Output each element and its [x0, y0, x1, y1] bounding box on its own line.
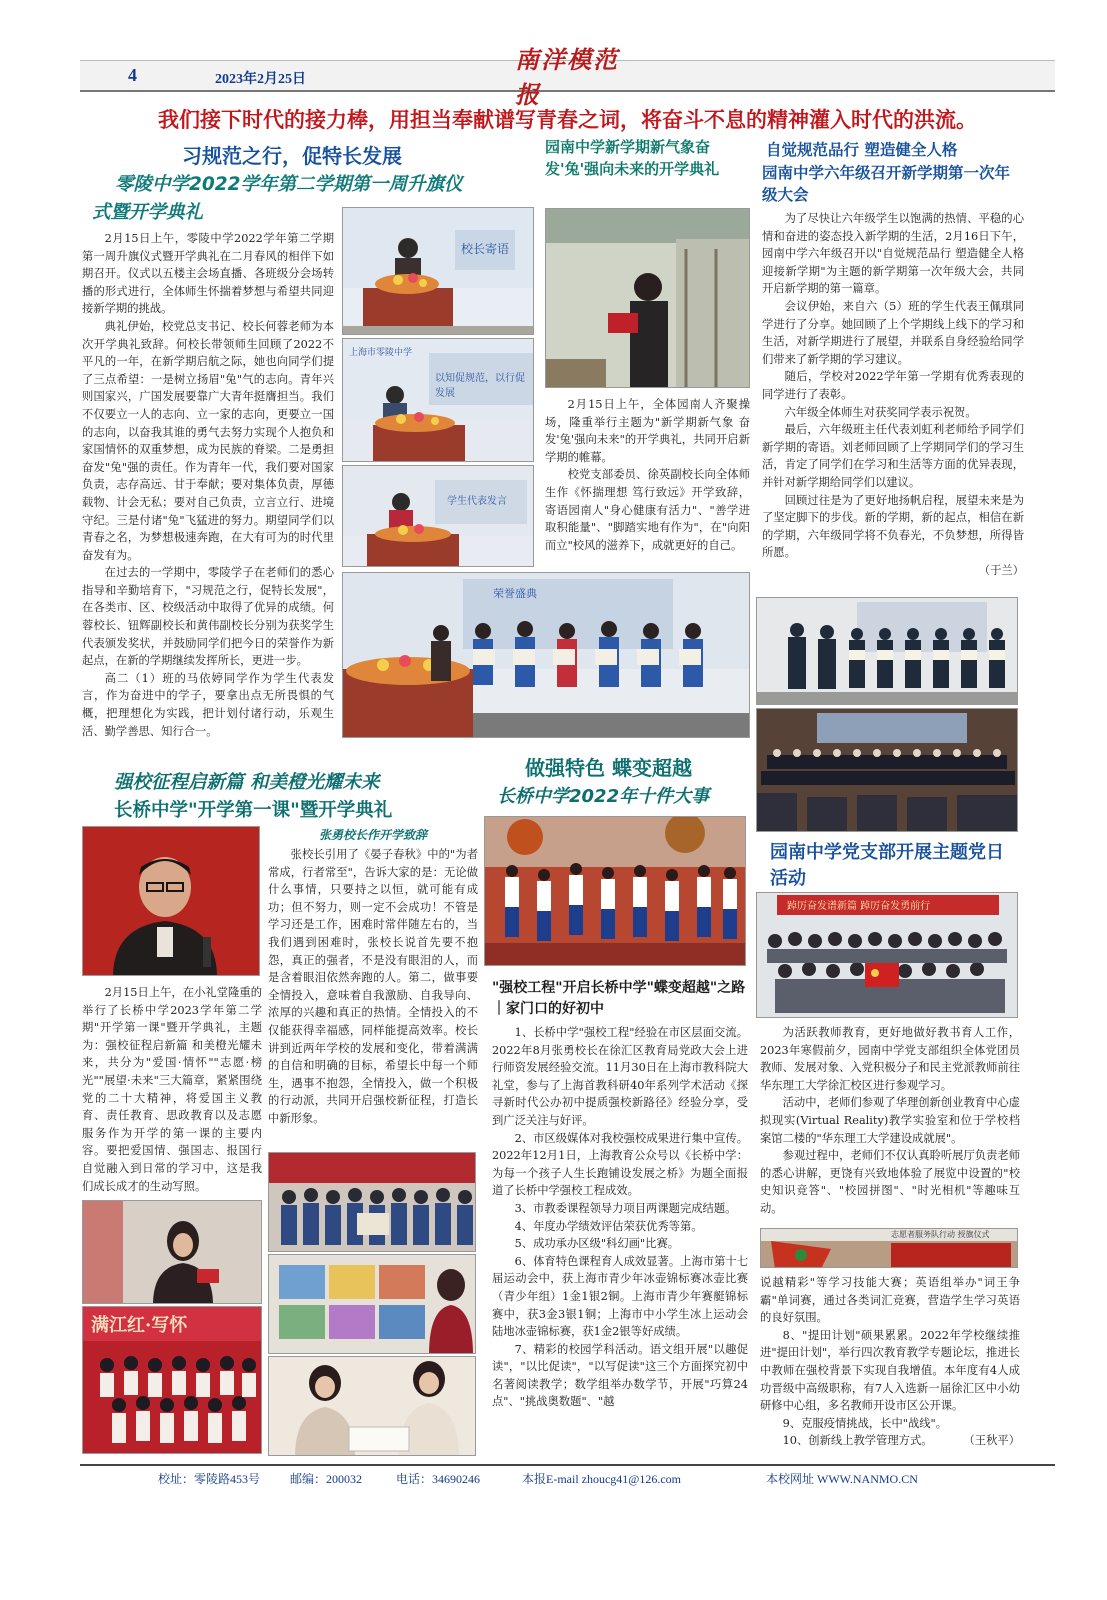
article3-body — [762, 210, 1024, 579]
newspaper-logo: 南洋模范报 — [515, 45, 619, 109]
footer-website[interactable]: 本校网址 WWW.NANMO.CN — [766, 1472, 918, 1486]
vice-principal-speech-image — [546, 209, 750, 388]
article2-title: 园南中学新学期新气象奋发'兔'强向未来的开学典礼 — [545, 138, 720, 178]
article5-item-continued: 说越精彩"等学习技能大赛；英语组举办"词王争霸"单词赛，通过各类词汇竞赛，营造学生学习英语的良好氛围。 — [760, 1276, 1020, 1325]
article5-item: 1、长桥中学"强校工程"经验在市区层面交流。2022年8月张勇校长在徐汇区教育局党政大会上进行师资发展经验交流。11月30日在上海市教科院大礼堂，参与了上海首教科研40年系列学术活动《探寻新时代公办初中提质强校新路径》经验分享，受到广泛关注与好评。 — [492, 1026, 748, 1127]
article1-photo-stage — [342, 338, 534, 462]
article1-para: 高二（1）班的马依婷同学作为学生代表发言，作为奋进中的学子，要拿出点无所畏惧的气概，把理想化为实践，把计划付诸行动，乐观生活、勤学善思、知行合一。 — [82, 671, 334, 738]
article3-kicker: 自觉规范品行 塑造健全人格 — [766, 141, 958, 159]
article3-para: 六年级全体师生对获奖同学表示祝贺。 — [784, 405, 977, 419]
principal-speech-image — [343, 208, 534, 335]
photo-banner: 志愿者服务队行动 授旗仪式 — [891, 1230, 990, 1239]
sixth-grade-award-image — [757, 598, 1018, 705]
article4-title-line2: 长桥中学"开学第一课"暨开学典礼 — [114, 800, 393, 821]
article5-author: （王秋平） — [963, 1434, 1020, 1448]
article3-title: 园南中学六年级召开新学期第一次年级大会 — [762, 164, 1011, 204]
article5-item: 8、"提田计划"硕果累累。2022年学校继续推进"提田计划"，举行四次教育教学专题论坛，推进长中教师在强校背景下实现自我增值。本年度有4人成功晋级中高级职称，有7人入选新一届徐汇区中小幼研修中心组，多名教师开设市区公开课。 — [760, 1328, 1020, 1413]
page-slogan: 我们接下时代的接力棒，用担当奉献谱写青春之词，将奋斗不息的精神灌入时代的洪流。 — [158, 108, 977, 132]
article3-para: 会议伊始，来自六（5）班的学生代表王佩琪同学进行了分享。她回顾了上个学期线上线下的学习和生活，对新学期进行了展望，并联系自身经验给同学们带来了新学期的学习建议。 — [762, 299, 1024, 366]
article1-title-line2: 式暨开学典礼 — [92, 202, 204, 223]
footer-phone: 电话：34690246 — [396, 1472, 481, 1486]
article6-para: 参观过程中，老师们不仅认真聆听展厅负责老师的悉心讲解，更饶有兴致地体验了展览中设置的"校史知识竞答"、"校园拼图"、"时光相机"等趣味互动。 — [760, 1149, 1020, 1215]
article4-photo-writing — [268, 1356, 476, 1456]
article6-para: 为活跃教师教育，更好地做好教书育人工作，2023年寒假前夕，园南中学党支部组织全体党团员教师、发展对象、入党积极分子和民主党派教师前往华东理工大学徐汇校区进行参观学习。 — [760, 1026, 1020, 1092]
article5-item: 4、年度办学绩效评估荣获优秀等第。 — [514, 1219, 703, 1233]
article4-photo-principal — [82, 826, 260, 976]
article5-item: 7、精彩的校园学科活动。语文组开展"以趣促读"，"以比促读"，"以写促读"这三个方面探究初中名著阅读教学；数学组举办数学节，开展"巧算24点"、"挑战奥数题"、"越 — [492, 1342, 748, 1409]
article2-photo-speech — [545, 208, 750, 388]
article4-photo-art — [268, 1254, 476, 1354]
photo-caption: 校长寄语 — [461, 242, 510, 256]
article2-para: 校党支部委员、徐英副校长向全体师生作《怀揣理想 笃行致远》开学致辞，寄语园南人"身心健康有活力"、"善学进取积能量"、"脚踏实地有作为"，在"向阳而立"校风的滋养下，成就更好的自己。 — [545, 468, 750, 552]
student-speech-image — [343, 466, 534, 567]
article2-para: 2月15日上午，全体园南人齐聚操场，隆重举行主题为"新学期新气象 奋发'兔'强向未来"的开学典礼，共同开启新学期的帷幕。 — [545, 398, 750, 464]
article5-item: 2、市区级媒体对我校强校成果进行集中宣传。2022年12月1日，上海教育公众号以《长桥中学：为每一个孩子人生长跑铺设发展之桥》为题全面报道了长桥中学强校工程成效。 — [492, 1131, 748, 1198]
article3-para: 回顾过往是为了更好地扬帆启程，展望未来是为了坚定脚下的步伐。新的学期，新的起点，相信在新的学期，六年级同学将不负春光，不负梦想，所得皆所愿。 — [762, 493, 1024, 560]
writing-activity-image — [269, 1357, 476, 1456]
student-performance-image — [83, 1201, 262, 1304]
article1-para: 2月15日上午，零陵中学2022学年第二学期第一周升旗仪式暨开学典礼在二月春风的相伴下如期召开。仪式以五楼主会场直播、各班级分会场转播的形式进行，全体师生怀揣着梦想与希望共同迎接新学期的挑战。 — [82, 232, 334, 316]
article5-body-right — [760, 1274, 1020, 1450]
issue-date: 2023年2月25日 — [215, 72, 306, 87]
article5-item: 6、体育特色课程育人成效显著。上海市第十七届运动会中，获上海市青少年冰壶锦标赛冰壶比赛（青少年组）1金1银2铜。上海市青少年赛艇锦标赛中，获3金3银1铜；上海市中小学生冰上运动会陆地冰壶锦标赛，获1金2银等好成绩。 — [492, 1254, 748, 1339]
principal-zhang-image — [83, 827, 260, 976]
morning-exercise-image — [485, 817, 746, 966]
article6-photo-group — [756, 892, 1018, 1018]
article6-title: 园南中学党支部开展主题党日活动 — [770, 842, 1004, 889]
article4-para: 2月15日上午，在小礼堂隆重的举行了长桥中学2023学年第二学期"开学第一课"暨开学典礼，主题为：强校征程启新篇 和美橙光耀未来，共分为"爱国·情怀""志愿·榜光""展望·未来"三大篇章，紧紧围绕党的二十大精神，将爱国主义教育、责任教育、思政教育以及志愿服务作为开学的第一课的主要内容。要把爱国情、强国志、报国行自觉融入到日常的学习中，这是我们成长成才的生动写照。 — [82, 986, 262, 1193]
footer-postcode: 邮编：200032 — [290, 1472, 363, 1486]
grade-assembly-image — [757, 709, 1018, 832]
article1-body — [82, 230, 334, 740]
article5-item — [760, 1432, 1020, 1450]
article3-author: （于兰） — [978, 563, 1024, 577]
photo-banner: 满江红·写怀 — [91, 1315, 188, 1336]
photo-caption: 荣誉盛典 — [493, 587, 537, 600]
article4-subtitle: 张勇校长作开学致辞 — [318, 828, 427, 842]
article1-photo-student — [342, 465, 534, 567]
article5-body-left — [492, 1024, 748, 1411]
article1-kicker: 习规范之行，促特长发展 — [182, 144, 402, 168]
article5-item: 3、市教委课程领导力项目两课题完成结题。 — [514, 1201, 737, 1215]
footer-email[interactable]: 本报E-mail zhoucg41@126.com — [522, 1472, 682, 1486]
photo-banner: 踔厉奋发谱新篇 踔厉奋发勇前行 — [787, 901, 931, 912]
article6-body — [760, 1024, 1020, 1218]
article1-title-line1: 零陵中学2022学年第二学期第一周升旗仪 — [115, 174, 463, 195]
article1-photo-award — [342, 572, 750, 738]
article3-photo-award — [756, 597, 1018, 705]
article4-body-right — [268, 846, 478, 1128]
article6-para: 活动中，老师们参观了华理创新创业教育中心虚拟现实(Virtual Reality)教学实验室和位于学校档案馆二楼的"华东理工大学建设成就展"。 — [760, 1096, 1020, 1145]
masthead — [80, 45, 1055, 109]
article3-photo-assembly — [756, 708, 1018, 832]
article3-para: 最后，六年级班主任代表刘虹利老师给予同学们新学期的寄语。刘老师回顾了上学期同学们的学习生活，肯定了同学们在学习和生活等方面的优异表现，并针对新学期给同学们以建议。 — [762, 423, 1024, 489]
award-ceremony-image — [343, 573, 750, 738]
article5-title-line2: 长桥中学2022年十件大事 — [497, 786, 710, 807]
article4-photo-girl — [82, 1200, 262, 1304]
page-footer — [80, 1464, 1055, 1486]
article5-item: 9、克服疫情挑战，长中"战线"。 — [782, 1416, 948, 1430]
article1-para: 典礼伊始，校党总支书记、校长何蓉老师为本次开学典礼致辞。何校长带领师生回顾了2022不平凡的一年，在新学期启航之际，她也向同学们提了三点希望：一是树立扬眉"兔"气的志向。青年兴则国家兴，广国发展要靠广大青年挺膺担当。我们不仅要立一人的志向、立一家的志向，更要立一国的志向，以奋我其谁的勇气去努力实现个人抱负和家国情怀的双重梦想，成为民族的脊梁。二是勇担奋发"兔"强的责任。作为青年一代，我们要对国家负责，志存高远、甘于奉献；要对集体负责，厚德载物、计会无私；要对自己负责，立言立行、进境守纪。三是付诸"兔"飞猛进的努力。期望同学们以青春之名，为梦想极速奔跑，在大有可为的时代里奋发有为。 — [82, 319, 334, 562]
photo-banner: 上海市零陵中学 — [349, 348, 413, 358]
article5-subhead: "强校工程"开启长桥中学"蝶变超越"之路｜家门口的好初中 — [492, 980, 746, 1017]
footer-address: 校址：零陵路453号 — [158, 1472, 261, 1486]
photo-caption: 学生代表发言 — [447, 496, 507, 507]
article2-body — [545, 396, 750, 554]
student-group-image — [269, 1153, 476, 1252]
article6-photo-flag — [760, 1228, 1018, 1268]
article3-para: 为了尽快让六年级学生以饱满的热情、平稳的心情和奋进的姿态投入新学期的生活，2月16日下午，园南中学六年级召开以"自觉规范品行 塑造健全人格 迎接新学期"为主题的新学期第一次年级大会，共同开启新学期的第一篇章。 — [762, 212, 1024, 296]
article5-item-text: 10、创新线上教学管理方式。 — [782, 1434, 933, 1448]
page-number: 4 — [128, 65, 137, 85]
article1-photo-principal — [342, 207, 534, 335]
article5-title-line1: 做强特色 蝶变超越 — [525, 756, 692, 780]
photo-banner-sub: 以知促规范，以行促发展 — [435, 373, 525, 399]
article4-body-left — [82, 984, 262, 1195]
art-exhibition-image — [269, 1255, 476, 1354]
article4-photo-choir — [82, 1306, 262, 1454]
article4-para: 张校长引用了《晏子春秋》中的"为者常成，行者常至"，告诉大家的是：无论做什么事情，只要持之以恒，就可能有成功；但不努力，则一定不会成功！不管是学习还是工作，困难时常伴随左右的，当我们遇到困难时，张校长说首先要不抱怨，真正的强者，不是没有眼泪的人，而是含着眼泪依然奔跑的人。第二，做事要全情投入，意味着自我激励、自我导向、浓厚的兴趣和真正的热情。全情投入的不仅能获得幸福感，同样能提高效率。校长讲到近两年学校的发展和变化，带着满满的自信和明确的目标，希望长中每一个师生，遇事不抱怨，全情投入，做一个积极的行动派，共同开启强校新征程，打造长中新形象。 — [268, 848, 478, 1125]
article4-photo-group — [268, 1152, 476, 1252]
article5-item: 5、成功承办区级"科幻画"比赛。 — [514, 1237, 680, 1251]
article4-title-line1: 强校征程启新篇 和美橙光耀未来 — [114, 772, 380, 793]
article3-para: 随后，学校对2022学年第一学期有优秀表现的同学进行了表彰。 — [762, 370, 1024, 401]
article1-para: 在过去的一学期中，零陵学子在老师们的悉心指导和辛勤培育下，"习规范之行，促特长发展"，在各类市、区、校级活动中取得了优异的成绩。何蓉校长、钮辉副校长和黄伟副校长分别为获奖学生代表颁发奖状，并鼓励同学们把今日的荣誉作为新起点，在新的学期继续发挥所长，更进一步。 — [82, 566, 334, 668]
article5-photo-exercise — [484, 816, 746, 966]
